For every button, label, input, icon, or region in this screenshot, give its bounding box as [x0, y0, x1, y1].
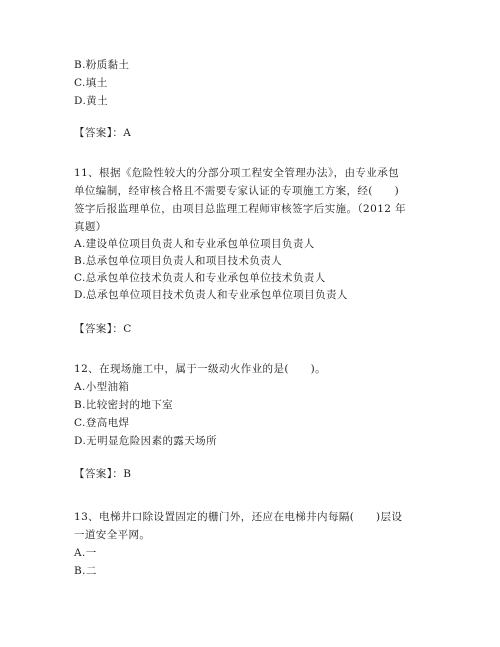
answer-q11: 【答案】：C [74, 323, 132, 335]
option-a-q12: A.小型油箱 [74, 381, 130, 393]
question-11-line-3: 签字后报监理单位，由项目总监理工程师审核签字后实施。（2012 年 [74, 203, 407, 215]
answer-q12: 【答案】：B [74, 468, 132, 480]
option-b-q10: B.粉质黏土 [74, 59, 130, 71]
answer-q10: 【答案】：A [74, 127, 132, 139]
option-a-q11: A.建设单位项目负责人和专业承包单位项目负责人 [74, 238, 315, 250]
option-d-q10: D.黄土 [74, 95, 108, 107]
question-11-line-2: 单位编制，经审核合格且不需要专家认证的专项施工方案，经( ) [74, 185, 400, 197]
option-b-q13: B.二 [74, 565, 97, 577]
option-c-q11: C.总承包单位技术负责人和专业承包单位技术负责人 [74, 272, 326, 284]
option-b-q12: B.比较密封的地下室 [74, 399, 174, 411]
option-d-q11: D.总承包单位项目技术负责人和专业承包单位项目负责人 [74, 289, 348, 301]
question-13-line-1: 13、电梯井口除设置固定的栅门外，还应在电梯井内每隔( )层设 [74, 511, 403, 523]
question-13-line-2: 一道安全平网。 [74, 529, 151, 541]
option-c-q10: C.填土 [74, 77, 108, 89]
option-c-q12: C.登高电焊 [74, 417, 130, 429]
question-11-line-1: 11、根据《危险性较大的分部分项工程安全管理办法》，由专业承包 [74, 167, 400, 179]
question-11-line-4: 真题） [74, 221, 107, 233]
option-b-q11: B.总承包单位项目负责人和项目技术负责人 [74, 255, 283, 267]
option-a-q13: A.一 [74, 547, 97, 559]
option-d-q12: D.无明显危险因素的露天场所 [74, 435, 217, 447]
question-12-line-1: 12、在现场施工中，属于一级动火作业的是( )。 [74, 363, 327, 375]
